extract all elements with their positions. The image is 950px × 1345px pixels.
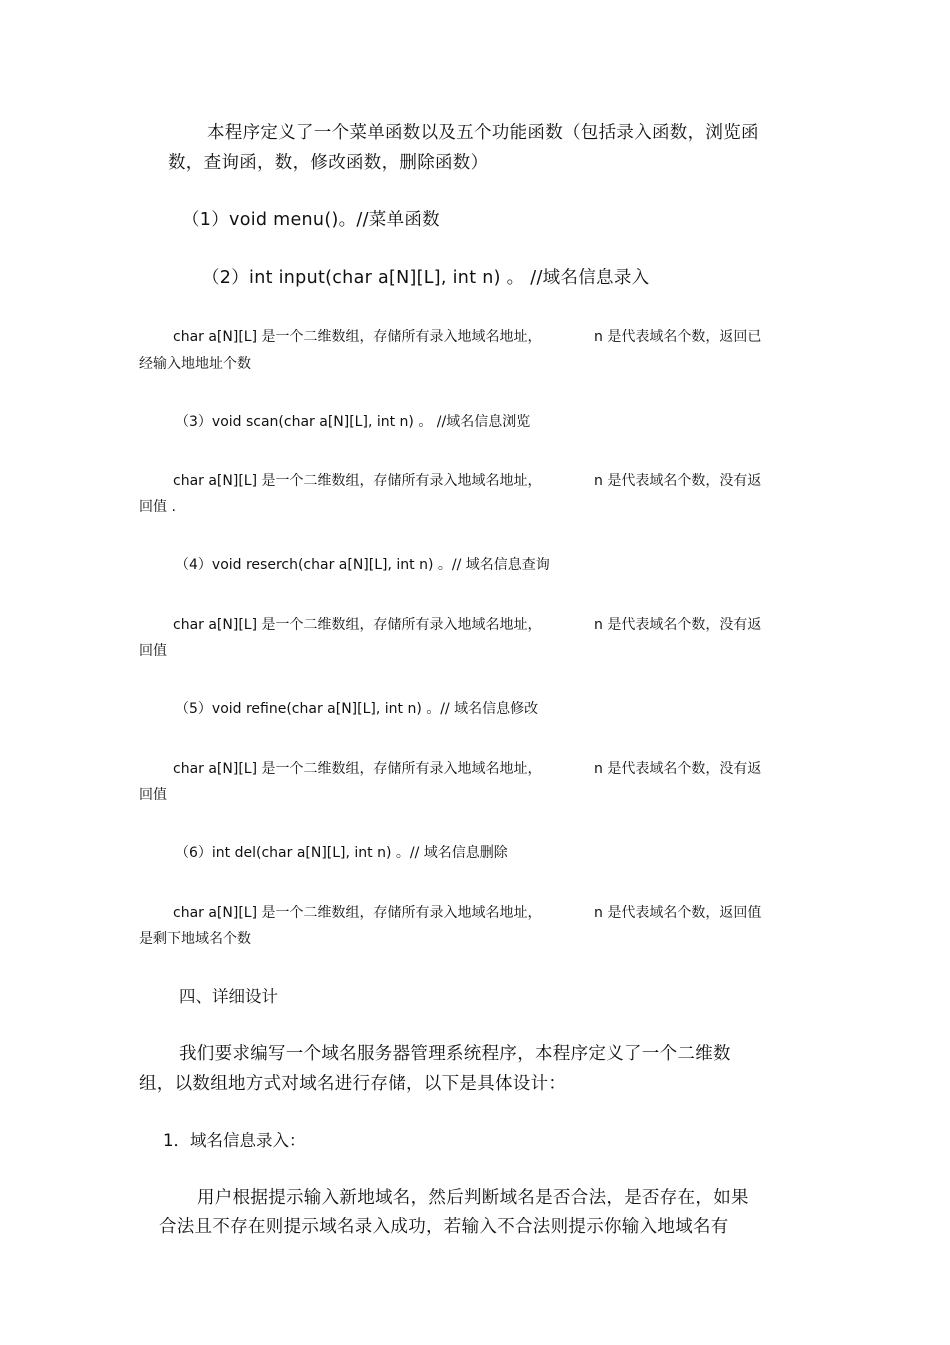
function-6-signature: （6）int del(char a[N][L], int n) 。// 域名信息删除 xyxy=(175,845,508,861)
function-5-signature: （5）void refine(char a[N][L], int n) 。// 域名信息修改 xyxy=(175,701,539,717)
function-2-desc-right: n 是代表域名个数，返回已 xyxy=(594,329,762,345)
function-2-desc-left: char a[N][L] 是一个二维数组，存储所有录入地域名地址， xyxy=(173,329,542,345)
function-2-desc-cont: 经输入地地址个数 xyxy=(139,356,251,372)
design-paragraph-line-1: 我们要求编写一个域名服务器管理系统程序，本程序定义了一个二维数 xyxy=(179,1044,731,1064)
intro-line-2: 数，查询函，数，修改函数，删除函数） xyxy=(168,153,489,173)
function-5-desc-left: char a[N][L] 是一个二维数组，存储所有录入地域名地址， xyxy=(173,761,542,777)
intro-line-1: 本程序定义了一个菜单函数以及五个功能函数（包括录入函数，浏览函 xyxy=(207,123,759,143)
function-3-desc-cont: 回值 . xyxy=(139,499,176,515)
function-1-signature: （1）void menu()。//菜单函数 xyxy=(182,210,440,230)
design-paragraph-line-2: 组，以数组地方式对域名进行存储，以下是具体设计： xyxy=(139,1074,567,1094)
function-5-desc-cont: 回值 xyxy=(139,787,167,803)
item-1-title: 1．域名信息录入： xyxy=(163,1131,306,1150)
item-1-line-1: 用户根据提示输入新地域名，然后判断域名是否合法，是否存在，如果 xyxy=(197,1188,749,1208)
function-6-desc-right: n 是代表域名个数，返回值 xyxy=(594,905,762,921)
function-2-signature: （2）int input(char a[N][L], int n) 。 //域名信息录入 xyxy=(202,268,650,288)
function-5-desc-right: n 是代表域名个数，没有返 xyxy=(594,761,762,777)
function-3-signature: （3）void scan(char a[N][L], int n) 。 //域名信息浏览 xyxy=(175,414,531,430)
function-4-desc-right: n 是代表域名个数，没有返 xyxy=(594,617,762,633)
function-4-desc-cont: 回值 xyxy=(139,643,167,659)
function-6-desc-left: char a[N][L] 是一个二维数组，存储所有录入地域名地址， xyxy=(173,905,542,921)
function-3-desc-right: n 是代表域名个数，没有返 xyxy=(594,473,762,489)
function-4-desc-left: char a[N][L] 是一个二维数组，存储所有录入地域名地址， xyxy=(173,617,542,633)
item-1-line-2: 合法且不存在则提示域名录入成功，若输入不合法则提示你输入地域名有 xyxy=(159,1217,729,1237)
function-4-signature: （4）void reserch(char a[N][L], int n) 。// 域名信息查询 xyxy=(175,557,550,573)
function-6-desc-cont: 是剩下地域名个数 xyxy=(139,931,251,947)
section-heading: 四、详细设计 xyxy=(179,987,278,1006)
function-3-desc-left: char a[N][L] 是一个二维数组，存储所有录入地域名地址， xyxy=(173,473,542,489)
